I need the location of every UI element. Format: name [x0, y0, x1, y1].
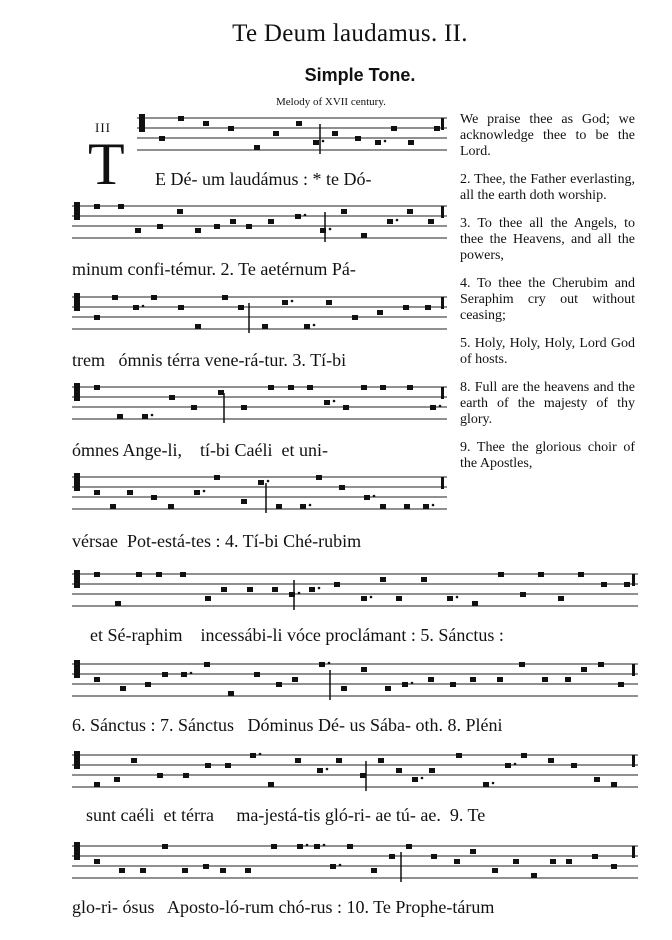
- custos: [441, 297, 444, 309]
- custos: [632, 574, 635, 586]
- mora-dot: [373, 495, 376, 498]
- lyric-line: 6. Sánctus : 7. Sánctus Dóminus Dé- us Sába- oth. 8. Pléni: [72, 715, 503, 735]
- custos: [632, 664, 635, 676]
- mora-dot: [267, 480, 270, 483]
- neume: [336, 758, 342, 763]
- chant-staff: [72, 379, 447, 427]
- custos: [632, 846, 635, 858]
- neume: [470, 849, 476, 854]
- neume: [230, 219, 236, 224]
- lyric-line: trem ómnis térra vene-rá-tur. 3. Tí-bi: [72, 350, 347, 370]
- neume: [456, 753, 462, 758]
- neume: [314, 844, 320, 849]
- mora-dot: [411, 682, 414, 685]
- mora-dot: [439, 405, 442, 408]
- neume: [339, 485, 345, 490]
- neume: [402, 682, 408, 687]
- translation-verse: 8. Full are the heavens and the earth of the majesty of thy glory.: [460, 380, 635, 427]
- neume: [505, 763, 511, 768]
- chant-staff: [72, 656, 638, 704]
- neume: [94, 490, 100, 495]
- neume: [241, 405, 247, 410]
- neume: [276, 504, 282, 509]
- neume: [330, 864, 336, 869]
- neume: [94, 315, 100, 320]
- mora-dot: [456, 596, 459, 599]
- neume: [268, 219, 274, 224]
- neume: [118, 204, 124, 209]
- mode-number: III: [95, 120, 111, 135]
- clef-mark: [74, 202, 80, 220]
- neume: [531, 873, 537, 878]
- neume: [142, 414, 148, 419]
- neume: [360, 773, 366, 778]
- mora-dot: [322, 140, 325, 143]
- neume: [396, 768, 402, 773]
- mora-dot: [326, 768, 329, 771]
- neume: [151, 495, 157, 500]
- neume: [317, 768, 323, 773]
- neume: [341, 686, 347, 691]
- neume: [191, 405, 197, 410]
- neume: [120, 686, 126, 691]
- custos: [441, 118, 444, 130]
- neume: [307, 385, 313, 390]
- mora-dot: [309, 504, 312, 507]
- neume: [324, 400, 330, 405]
- clef-mark: [74, 842, 80, 860]
- neume: [292, 677, 298, 682]
- neume: [483, 782, 489, 787]
- custos: [441, 477, 444, 489]
- neume: [407, 209, 413, 214]
- translation-verse: 5. Holy, Holy, Holy, Lord God of hosts.: [460, 336, 635, 367]
- neume: [592, 854, 598, 859]
- mora-dot: [318, 587, 321, 590]
- mora-dot: [370, 596, 373, 599]
- neume: [470, 677, 476, 682]
- neume: [550, 859, 556, 864]
- neume: [423, 504, 429, 509]
- translation-verse: We praise thee as God; we acknowledge thee to be the Lord.: [460, 112, 635, 159]
- neume: [520, 592, 526, 597]
- clef-mark: [74, 293, 80, 311]
- neume: [492, 868, 498, 873]
- neume: [238, 305, 244, 310]
- neume: [94, 572, 100, 577]
- neume: [380, 577, 386, 582]
- page-title: Te Deum laudamus. II.: [232, 20, 468, 47]
- neume: [162, 672, 168, 677]
- neume: [425, 305, 431, 310]
- page-subtitle: Simple Tone.: [304, 65, 416, 85]
- neume: [94, 204, 100, 209]
- neume: [578, 572, 584, 577]
- lyric-line: et Sé-raphim incessábi-li vóce proclámant : 5. Sánctus :: [90, 625, 504, 645]
- chant-staff: [137, 110, 447, 158]
- translation-verse: 2. Thee, the Father everlasting, all the earth doth worship.: [460, 172, 635, 203]
- neume: [542, 677, 548, 682]
- neume: [221, 587, 227, 592]
- neume: [361, 667, 367, 672]
- neume: [245, 868, 251, 873]
- translation-verse: 4. To thee the Cherubim and Seraphim cry out without ceasing;: [460, 276, 635, 323]
- neume: [272, 587, 278, 592]
- neume: [117, 414, 123, 419]
- custos: [632, 755, 635, 767]
- neume: [271, 844, 277, 849]
- melody-note: Melody of XVII century.: [276, 96, 386, 108]
- neume: [304, 324, 310, 329]
- clef-mark: [139, 114, 145, 132]
- lyric-line: glo-ri- ósus Aposto-ló-rum chó-rus : 10. Te Prophe-tárum: [72, 897, 495, 917]
- neume: [407, 385, 413, 390]
- neume: [228, 126, 234, 131]
- neume: [276, 682, 282, 687]
- chant-staff: [72, 289, 447, 337]
- neume: [428, 677, 434, 682]
- neume: [404, 504, 410, 509]
- neume: [319, 662, 325, 667]
- neume: [94, 859, 100, 864]
- neume: [565, 677, 571, 682]
- neume: [519, 662, 525, 667]
- neume: [136, 572, 142, 577]
- neume: [225, 763, 231, 768]
- mora-dot: [291, 300, 294, 303]
- neume: [168, 504, 174, 509]
- mora-dot: [329, 228, 332, 231]
- neume: [297, 844, 303, 849]
- neume: [180, 572, 186, 577]
- neume: [450, 682, 456, 687]
- clef-mark: [74, 751, 80, 769]
- mora-dot: [328, 662, 331, 665]
- neume: [375, 140, 381, 145]
- neume: [403, 305, 409, 310]
- chant-staff: [72, 747, 638, 795]
- neume: [454, 859, 460, 864]
- neume: [258, 480, 264, 485]
- neume: [300, 504, 306, 509]
- neume: [145, 682, 151, 687]
- neume: [222, 295, 228, 300]
- neume: [127, 490, 133, 495]
- neume: [618, 682, 624, 687]
- translation-verse: 3. To thee all the Angels, to thee the Heavens, and all the powers,: [460, 216, 635, 263]
- neume: [497, 677, 503, 682]
- neume: [178, 305, 184, 310]
- neume: [119, 868, 125, 873]
- neume: [571, 763, 577, 768]
- neume: [380, 385, 386, 390]
- neume: [594, 777, 600, 782]
- neume: [203, 121, 209, 126]
- neume: [169, 395, 175, 400]
- neume: [355, 136, 361, 141]
- mora-dot: [396, 219, 399, 222]
- neume: [430, 405, 436, 410]
- neume: [182, 868, 188, 873]
- neume: [241, 499, 247, 504]
- neume: [254, 145, 260, 150]
- mora-dot: [190, 672, 193, 675]
- neume: [268, 782, 274, 787]
- neume: [133, 305, 139, 310]
- neume: [183, 773, 189, 778]
- mora-dot: [333, 400, 336, 403]
- mora-dot: [306, 844, 309, 847]
- neume: [389, 854, 395, 859]
- neume: [181, 672, 187, 677]
- neume: [205, 763, 211, 768]
- clef-mark: [74, 570, 80, 588]
- neume: [431, 854, 437, 859]
- neume: [313, 140, 319, 145]
- neume: [601, 582, 607, 587]
- neume: [218, 390, 224, 395]
- neume: [434, 126, 440, 131]
- neume: [135, 228, 141, 233]
- neume: [246, 224, 252, 229]
- lyric-line: vérsae Pot-está-tes : 4. Tí-bi Ché-rubim: [72, 531, 362, 551]
- neume: [214, 224, 220, 229]
- neume: [361, 596, 367, 601]
- neume: [371, 868, 377, 873]
- neume: [548, 758, 554, 763]
- neume: [347, 844, 353, 849]
- mora-dot: [151, 414, 154, 417]
- chant-staff: [72, 566, 638, 614]
- neume: [611, 864, 617, 869]
- clef-mark: [74, 383, 80, 401]
- mora-dot: [421, 777, 424, 780]
- neume: [513, 859, 519, 864]
- neume: [131, 758, 137, 763]
- chant-staff: [72, 838, 638, 886]
- neume: [364, 495, 370, 500]
- neume: [250, 753, 256, 758]
- neume: [247, 587, 253, 592]
- mora-dot: [492, 782, 495, 785]
- neume: [611, 782, 617, 787]
- neume: [581, 667, 587, 672]
- lyric-line: minum confi-témur. 2. Te aetérnum Pá-: [72, 259, 356, 279]
- neume: [195, 228, 201, 233]
- neume: [205, 596, 211, 601]
- neume: [178, 116, 184, 121]
- neume: [396, 596, 402, 601]
- neume: [214, 475, 220, 480]
- neume: [203, 864, 209, 869]
- mora-dot: [298, 592, 301, 595]
- neume: [352, 315, 358, 320]
- neume: [538, 572, 544, 577]
- neume: [157, 773, 163, 778]
- neume: [361, 385, 367, 390]
- chant-staff: [72, 198, 447, 246]
- neume: [288, 385, 294, 390]
- neume: [268, 385, 274, 390]
- neume: [262, 324, 268, 329]
- mora-dot: [203, 490, 206, 493]
- neume: [151, 295, 157, 300]
- neume: [94, 677, 100, 682]
- neume: [156, 572, 162, 577]
- neume: [377, 310, 383, 315]
- lyric-line: E Dé- um laudámus : * te Dó-: [155, 169, 372, 189]
- neume: [157, 224, 163, 229]
- neume: [220, 868, 226, 873]
- neume: [421, 577, 427, 582]
- mora-dot: [384, 140, 387, 143]
- neume: [295, 758, 301, 763]
- mora-dot: [313, 324, 316, 327]
- neume: [159, 136, 165, 141]
- neume: [472, 601, 478, 606]
- initial-letter: T: [88, 131, 125, 197]
- neume: [195, 324, 201, 329]
- neume: [624, 582, 630, 587]
- clef-mark: [74, 660, 80, 678]
- neume: [228, 691, 234, 696]
- neume: [94, 385, 100, 390]
- translation-column: [460, 112, 635, 484]
- neume: [254, 672, 260, 677]
- neume: [282, 300, 288, 305]
- neume: [521, 753, 527, 758]
- neume: [341, 209, 347, 214]
- neume: [295, 214, 301, 219]
- mora-dot: [339, 864, 342, 867]
- neume: [408, 140, 414, 145]
- neume: [115, 601, 121, 606]
- neume: [361, 233, 367, 238]
- neume: [406, 844, 412, 849]
- chant-staff: [72, 469, 447, 517]
- neume: [598, 662, 604, 667]
- neume: [194, 490, 200, 495]
- translation-verse: 9. Thee the glorious choir of the Apostles,: [460, 440, 635, 471]
- custos: [441, 206, 444, 218]
- clef-mark: [74, 473, 80, 491]
- neume: [296, 121, 302, 126]
- neume: [385, 686, 391, 691]
- lyric-line: ómnes Ange-li, tí-bi Caéli et uni-: [72, 440, 328, 460]
- neume: [94, 782, 100, 787]
- neume: [558, 596, 564, 601]
- neume: [387, 219, 393, 224]
- neume: [326, 300, 332, 305]
- neume: [391, 126, 397, 131]
- mora-dot: [259, 753, 262, 756]
- neume: [316, 475, 322, 480]
- neume: [114, 777, 120, 782]
- neume: [140, 868, 146, 873]
- neume: [162, 844, 168, 849]
- neume: [566, 859, 572, 864]
- neume: [429, 768, 435, 773]
- lyric-line: sunt caéli et térra ma-jestá-tis gló-ri- ae tú- ae. 9. Te: [86, 805, 486, 825]
- neume: [177, 209, 183, 214]
- neume: [334, 582, 340, 587]
- neume: [343, 405, 349, 410]
- neume: [112, 295, 118, 300]
- custos: [441, 387, 444, 399]
- neume: [273, 131, 279, 136]
- mora-dot: [142, 305, 145, 308]
- neume: [332, 131, 338, 136]
- mora-dot: [323, 844, 326, 847]
- neume: [378, 758, 384, 763]
- mora-dot: [304, 214, 307, 217]
- neume: [309, 587, 315, 592]
- mora-dot: [514, 763, 517, 766]
- neume: [204, 662, 210, 667]
- neume: [412, 777, 418, 782]
- neume: [498, 572, 504, 577]
- neume: [428, 219, 434, 224]
- mora-dot: [432, 504, 435, 507]
- neume: [380, 504, 386, 509]
- neume: [447, 596, 453, 601]
- neume: [110, 504, 116, 509]
